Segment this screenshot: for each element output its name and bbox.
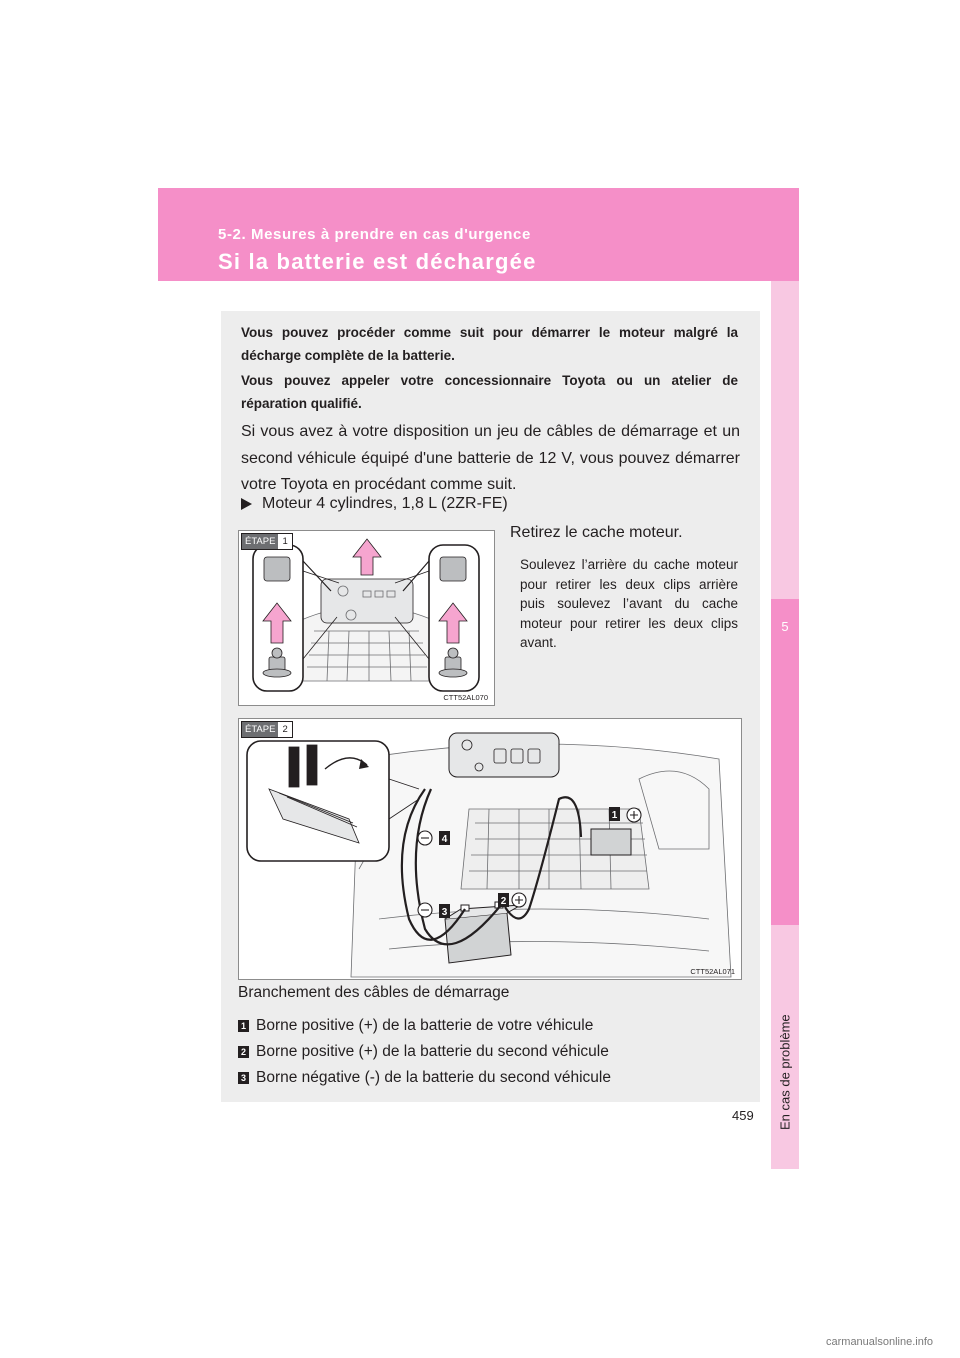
step1-badge-word: ÉTAPE <box>242 534 278 549</box>
legend-item <box>238 1039 748 1064</box>
section-label: 5-2. Mesures à prendre en cas d'urgence <box>218 226 531 243</box>
step2-badge-number: 2 <box>278 722 291 737</box>
step1-title: Retirez le cache moteur. <box>510 524 683 541</box>
marker-1: 1 <box>611 810 618 821</box>
step2-figure-code: CTT52AL071 <box>690 967 735 976</box>
body-paragraph: Si vous avez à votre disposition un jeu de câbles de démarrage et un second véhicule équipé d'une batterie de 12 V, vous pouvez démarrer votre Toyota en procédant comme suit. <box>241 423 740 493</box>
number-box-icon: 2 <box>238 1046 249 1058</box>
page-number: 459 <box>732 1108 754 1123</box>
step2-badge-word: ÉTAPE <box>242 722 278 737</box>
chapter-header <box>158 188 799 281</box>
number-box-icon: 3 <box>238 1072 249 1084</box>
legend-item <box>238 1013 748 1038</box>
legend-text: Borne négative (-) de la batterie du second véhicule <box>256 1068 611 1086</box>
figure-caption: Branchement des câbles de démarrage <box>238 984 510 1001</box>
step2-illustration <box>238 718 742 980</box>
marker-3: 3 <box>441 907 448 918</box>
terminal-legend <box>238 1013 748 1091</box>
intro-text <box>241 321 738 417</box>
engine-cover-drawing <box>239 531 494 705</box>
watermark: carmanualsonline.info <box>826 1336 934 1348</box>
intro-line-2: Vous pouvez appeler votre concessionnaire Toyota ou un atelier de réparation qualifié. <box>241 373 738 411</box>
legend-item <box>238 1065 748 1090</box>
side-tab <box>771 281 799 1169</box>
step1-badge <box>241 533 293 550</box>
triangle-bullet-icon <box>241 498 252 510</box>
side-tab-active-chapter[interactable] <box>771 599 799 1130</box>
engine-heading <box>241 495 508 513</box>
chapter-title-text: En cas de problème <box>777 1014 793 1130</box>
content-box <box>221 311 760 1102</box>
legend-text: Borne positive (+) de la batterie de votre véhicule <box>256 1016 594 1034</box>
step1-description: Soulevez l’arrière du cache moteur pour retirer les deux clips arrière puis soulevez l’avant du cache moteur pour retirer les deux clips avant. <box>520 557 738 650</box>
step1-badge-number: 1 <box>278 534 291 549</box>
marker-4: 4 <box>441 834 448 845</box>
step1-illustration <box>238 530 495 706</box>
chapter-title <box>771 937 799 1207</box>
step2-badge <box>241 721 293 738</box>
marker-2: 2 <box>500 896 507 907</box>
number-box-icon: 1 <box>238 1020 249 1032</box>
step1-figure-code: CTT52AL070 <box>443 693 488 702</box>
jumper-cable-drawing <box>239 719 741 979</box>
engine-heading-text: Moteur 4 cylindres, 1,8 L (2ZR-FE) <box>262 495 508 512</box>
chapter-number: 5 <box>781 619 789 634</box>
intro-line-1: Vous pouvez procéder comme suit pour démarrer le moteur malgré la décharge complète de la batterie. <box>241 325 738 363</box>
legend-text: Borne positive (+) de la batterie du second véhicule <box>256 1042 609 1060</box>
page-title: Si la batterie est déchargée <box>218 249 537 274</box>
